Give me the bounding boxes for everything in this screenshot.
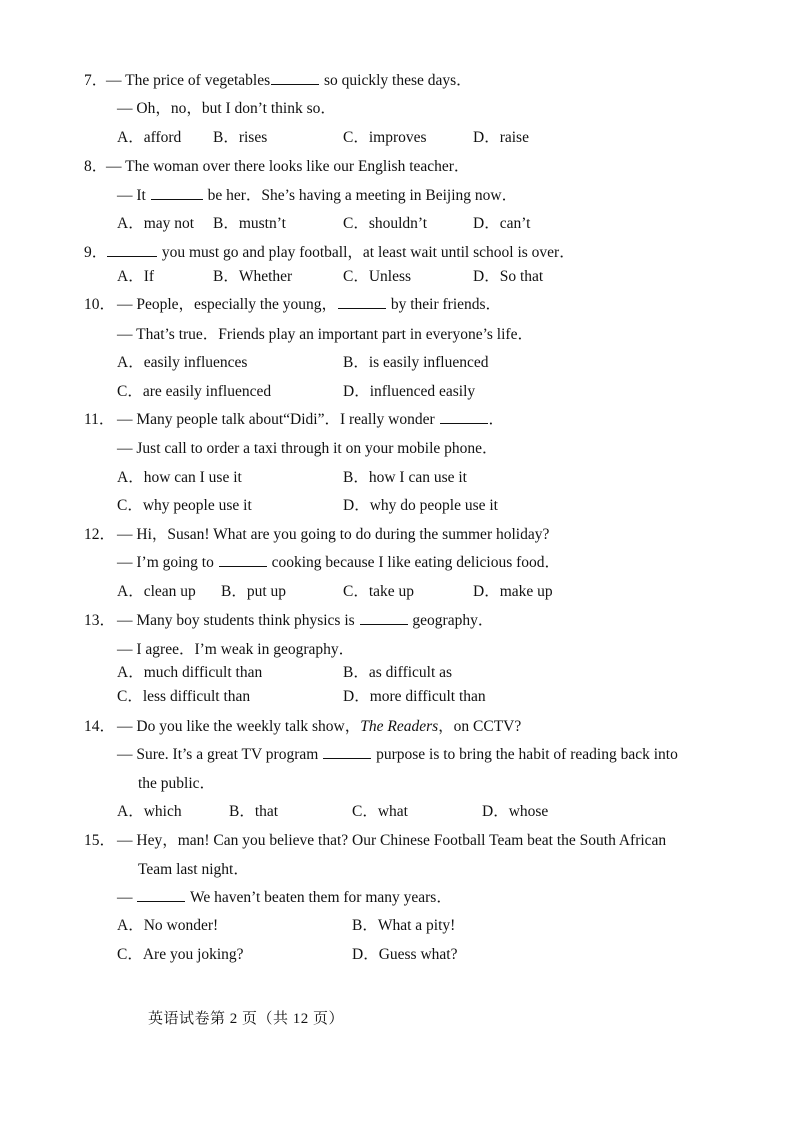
option-a[interactable]: A．which (117, 803, 182, 820)
option-b[interactable]: B．as difficult as (343, 664, 453, 681)
option-c[interactable]: C．why people use it (117, 497, 252, 514)
option-a[interactable]: A．much difficult than (117, 664, 263, 681)
answer-blank[interactable] (151, 187, 203, 200)
question-8-text: — The woman over there looks like our English teacher． (106, 158, 470, 175)
answer-blank[interactable] (323, 746, 371, 759)
option-b[interactable]: B．rises (213, 129, 268, 146)
option-a[interactable]: A．how can I use it (117, 469, 242, 486)
option-c[interactable]: C．improves (343, 129, 427, 146)
option-c[interactable]: C．less difficult than (117, 688, 251, 705)
question-15-number: 15． (84, 832, 116, 849)
option-d[interactable]: D．Guess what? (352, 946, 458, 963)
option-b[interactable]: B．how I can use it (343, 469, 467, 486)
answer-blank[interactable] (338, 296, 386, 309)
option-c[interactable]: C．take up (343, 583, 415, 600)
option-a[interactable]: A．If (117, 268, 155, 285)
question-9-number: 9． (84, 244, 108, 261)
option-a[interactable]: A．easily influences (117, 354, 248, 371)
option-d[interactable]: D．make up (473, 583, 553, 600)
option-b[interactable]: B．What a pity! (352, 917, 456, 934)
option-d[interactable]: D．can’t (473, 215, 531, 232)
question-11-reply: — Just call to order a taxi through it on your mobile phone． (117, 440, 498, 457)
question-12-reply: — I’m going to cooking because I like eating delicious food． (117, 554, 561, 571)
question-13-number: 13． (84, 612, 116, 629)
option-b[interactable]: B．Whether (213, 268, 293, 285)
answer-blank[interactable] (219, 554, 267, 567)
option-d[interactable]: D．So that (473, 268, 544, 285)
question-10-text: — People，especially the young， by their friends． (117, 296, 502, 313)
question-8-reply: — It be her．She’s having a meeting in Beijing now． (117, 187, 518, 204)
option-c[interactable]: C．Are you joking? (117, 946, 244, 963)
question-13-reply: — I agree．I’m weak in geography． (117, 641, 355, 658)
question-14-text: — Do you like the weekly talk show，The Readers，on CCTV? (117, 718, 522, 735)
question-15-reply: — We haven’t beaten them for many years． (117, 889, 452, 906)
question-12-number: 12． (84, 526, 116, 543)
answer-blank[interactable] (271, 72, 319, 85)
question-15-text: — Hey，man! Can you believe that? Our Chinese Football Team beat the South African (117, 832, 667, 849)
question-11-number: 11． (84, 411, 115, 428)
option-c[interactable]: C．shouldn’t (343, 215, 428, 232)
page-footer: 英语试卷第 2 页（共 12 页） (148, 1011, 345, 1027)
question-7-text: — The price of vegetables so quickly these days． (106, 72, 472, 89)
option-c[interactable]: C．what (352, 803, 408, 820)
option-b[interactable]: B．that (229, 803, 279, 820)
option-d[interactable]: D．whose (482, 803, 549, 820)
question-15-text-cont: Team last night． (138, 861, 249, 878)
option-a[interactable]: A．No wonder! (117, 917, 219, 934)
question-8-number: 8． (84, 158, 108, 175)
option-c[interactable]: C．Unless (343, 268, 412, 285)
option-a[interactable]: A．clean up (117, 583, 196, 600)
question-13-text: — Many boy students think physics is geography． (117, 612, 494, 629)
answer-blank[interactable] (360, 612, 408, 625)
option-b[interactable]: B．mustn’t (213, 215, 286, 232)
option-d[interactable]: D．why do people use it (343, 497, 498, 514)
show-title: The Readers (360, 718, 439, 735)
answer-blank[interactable] (137, 889, 185, 902)
option-a[interactable]: A．afford (117, 129, 182, 146)
answer-blank[interactable] (440, 411, 488, 424)
option-a[interactable]: A．may not (117, 215, 195, 232)
option-d[interactable]: D．raise (473, 129, 529, 146)
option-b[interactable]: B．put up (221, 583, 287, 600)
option-b[interactable]: B．is easily influenced (343, 354, 489, 371)
question-7-number: 7． (84, 72, 108, 89)
question-11-text: — Many people talk about“Didi”．I really wonder ． (117, 411, 505, 428)
question-12-text: — Hi，Susan! What are you going to do during the summer holiday? (117, 526, 550, 543)
question-9-text: you must go and play football，at least wait until school is over． (106, 244, 575, 262)
answer-blank[interactable] (107, 244, 157, 257)
question-10-number: 10． (84, 296, 116, 313)
question-14-number: 14． (84, 718, 116, 735)
option-d[interactable]: D．influenced easily (343, 383, 476, 400)
question-14-reply-cont: the public． (138, 775, 216, 792)
question-7-reply: — Oh，no，but I don’t think so． (117, 100, 336, 117)
question-10-reply: — That’s true．Friends play an important part in everyone’s life． (117, 326, 533, 343)
option-d[interactable]: D．more difficult than (343, 688, 486, 705)
question-14-reply: — Sure. It’s a great TV program purpose is to bring the habit of reading back into (117, 746, 678, 763)
option-c[interactable]: C．are easily influenced (117, 383, 272, 400)
